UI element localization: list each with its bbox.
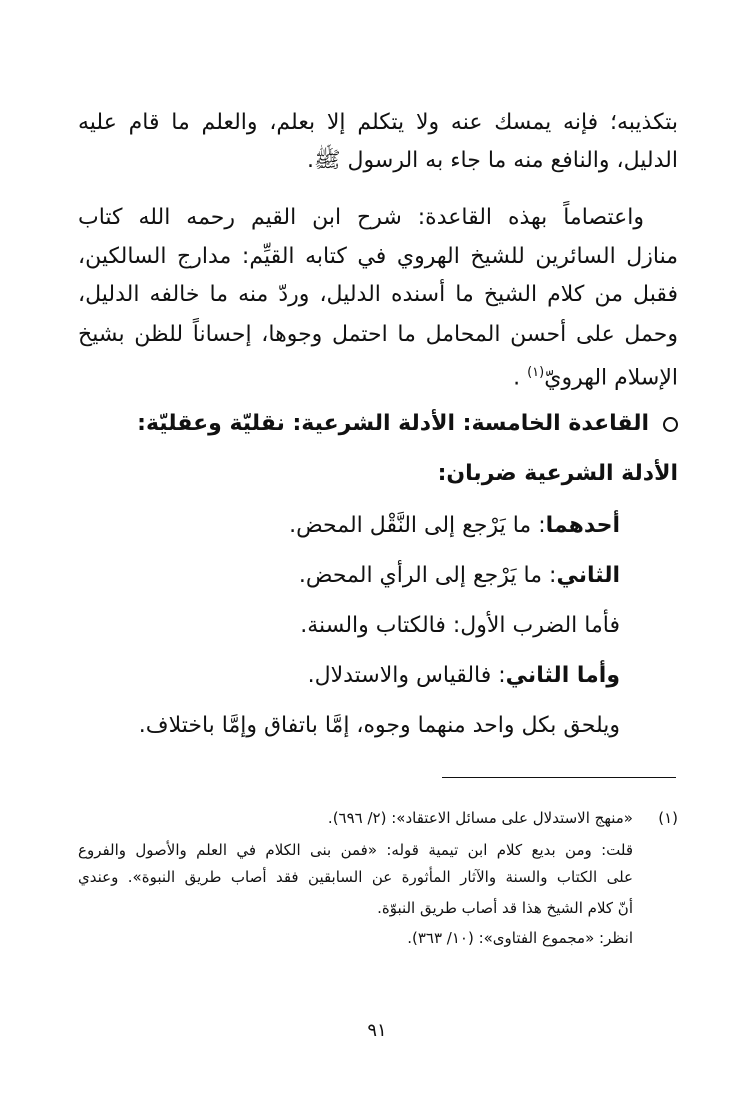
paragraph-1-line-2: الدليل، والنافع منه ما جاء به الرسول ﷺ. <box>306 148 678 173</box>
footnote-line-4: أنّ كلام الشيخ هذا قد أصاب طريق النبوّة. <box>377 899 633 917</box>
section-heading-text: القاعدة الخامسة: الأدلة الشرعية: نقليّة وعقليّة: <box>137 411 649 436</box>
paragraph-2-line-2: منازل السائرين للشيخ الهروي في كتابه القيِّم: مدارج السالكين، <box>78 244 678 269</box>
footnote-line-2: قلت: ومن بديع كلام ابن تيمية قوله: «فمن بنى الكلام في العلم والأصول والفروع <box>78 841 633 859</box>
page-number: ٩١ <box>367 1020 387 1041</box>
second-type-text: : ما يَرْجع إلى الرأي المحض. <box>298 563 557 588</box>
third-line: فأما الضرب الأول: فالكتاب والسنة. <box>300 613 620 638</box>
first-type-text: : ما يَرْجع إلى النَّقْل المحض. <box>289 513 546 538</box>
first-type-label: أحدهما <box>545 513 620 538</box>
footnote-number: (١) <box>658 809 678 827</box>
fourth-label: وأما الثاني <box>505 663 620 688</box>
second-type-line <box>299 561 620 591</box>
footnote-separator <box>442 777 676 778</box>
paragraph-1-line-1: بتكذيبه؛ فإنه يمسك عنه ولا يتكلم إلا بعلم، والعلم ما قام عليه <box>78 110 678 135</box>
paragraph-2-line-1: واعتصاماً بهذه القاعدة: شرح ابن القيم رحمه الله كتاب <box>78 205 644 230</box>
second-type-label: الثاني <box>556 563 620 588</box>
footnote-line-1: «منهج الاستدلال على مسائل الاعتقاد»: (٢/ ٦٩٦). <box>327 809 633 827</box>
footnote-line-3: على الكتاب والسنة والآثار المأثورة عن السابقين فقد أصاب طريق النبوة». وعندي <box>78 868 633 886</box>
fourth-line <box>308 661 620 691</box>
footnote-line-5: انظر: «مجموع الفتاوى»: (١٠/ ٣٦٣). <box>407 929 633 947</box>
paragraph-2-line-4: وحمل على أحسن المحامل ما احتمل وجوها، إحساناً للظن بشيخ <box>78 322 678 347</box>
section-heading <box>137 409 678 439</box>
fourth-text: : فالقياس والاستدلال. <box>307 663 506 688</box>
paragraph-2-line-5-end: . <box>513 365 521 391</box>
footnote-reference: (١) <box>527 365 545 380</box>
first-type-line <box>289 511 620 541</box>
paragraph-2-line-3: فقبل من كلام الشيخ ما أسنده الدليل، وردّ منه ما خالفه الدليل، <box>78 282 678 307</box>
paragraph-2-line-5-text: الإسلام الهرويّ <box>544 365 678 391</box>
fifth-line: ويلحق بكل واحد منهما وجوه، إمَّا باتفاق وإمَّا باختلاف. <box>138 713 620 738</box>
circle-bullet-icon <box>663 417 678 432</box>
paragraph-2-line-5 <box>513 358 678 393</box>
intro-line: الأدلة الشرعية ضربان: <box>437 461 678 486</box>
